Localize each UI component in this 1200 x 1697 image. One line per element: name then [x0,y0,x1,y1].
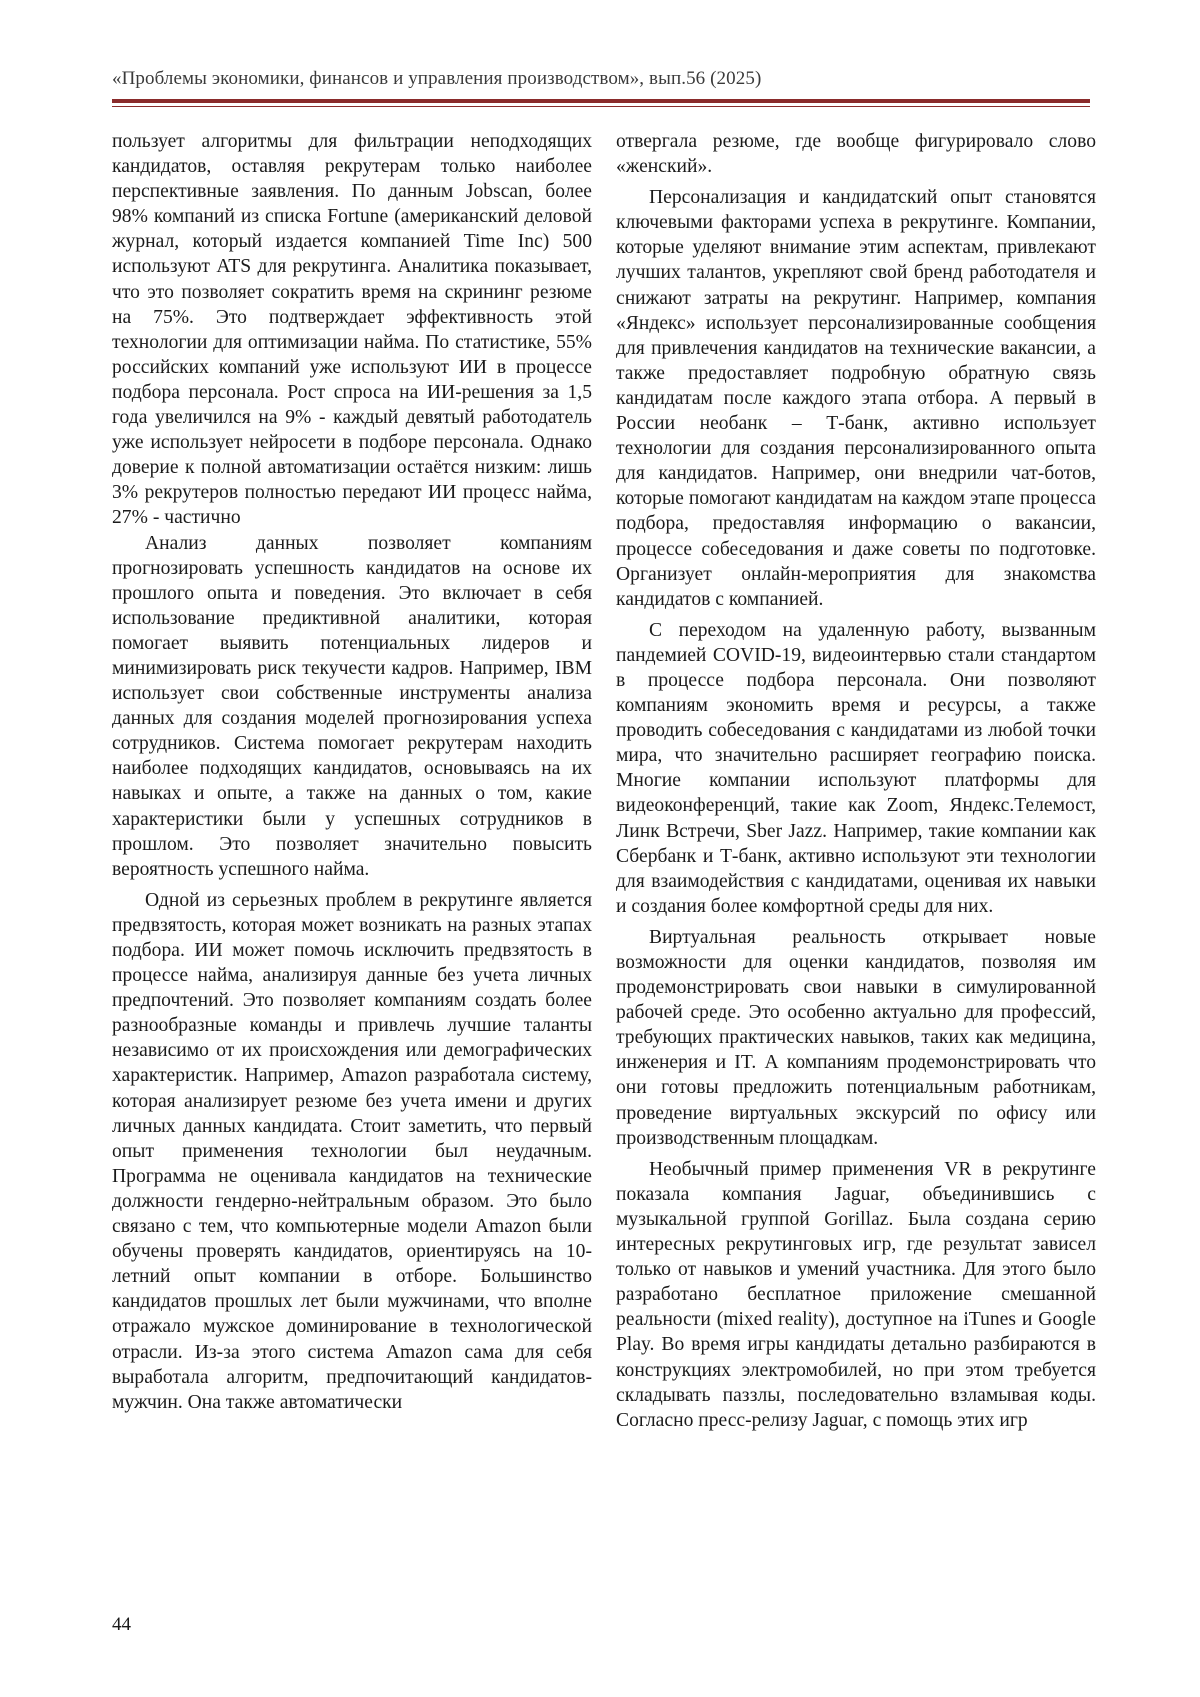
header-rule-thin [112,106,1090,107]
paragraph: Необычный пример применения VR в рекрутинге показала компания Jaguar, объединившись с музыкальной группой Gorillaz. Была создана серию интересных рекрутинговых игр, где результат зависел только от навыков и умений участника. Для этого было разработано бесплатное приложение смешанной реальности (mixed reality), доступное на iTunes и Google Play. Во время игры кандидаты детально разбираются в конструкциях электромобилей, но при этом требуется складывать паззлы, последовательно взламывая коды. Согласно пресс-релизу Jaguar, с помощь этих игр [616,1158,1096,1431]
running-header: «Проблемы экономики, финансов и управления производством», вып.56 (2025) [112,68,762,89]
paragraph: Виртуальная реальность открывает новые возможности для оценки кандидатов, позволяя им продемонстрировать свои навыки в симулированной рабочей среде. Это особенно актуально для профессий, требующих практических навыков, таких как медицина, инженерия и IT. А компаниям продемонстрировать что они готовы предложить потенциальным работникам, проведение виртуальных экскурсий по офису или производственным площадкам. [616,926,1096,1149]
paragraph: Одной из серьезных проблем в рекрутинге является предвзятость, которая может возникать на разных этапах подбора. ИИ может помочь исключить предвзятость в процессе найма, анализируя данные без учета личных предпочтений. Это позволяет компаниям создать более разнообразные команды и привлечь лучшие таланты независимо от их происхождения или демографических характеристик. Например, Amazon разработала систему, которая анализирует резюме без учета имени и других личных данных кандидата. Стоит заметить, что первый опыт применения технологии был неудачным. Программа не оценивала кандидатов на технические должности гендерно-нейтральным образом. Это было связано с тем, что компьютерные модели Amazon были обучены проверять кандидатов, ориентируясь на 10-летний опыт компании в отборе. Большинство кандидатов прошлых лет были мужчинами, что вполне отражало мужское доминирование в технологической отрасли. Из-за этого система Amazon сама для себя выработала алгоритм, предпочитающий кандидатов-мужчин. Она также автоматически [112,889,592,1413]
paragraph: Персонализация и кандидатский опыт становятся ключевыми факторами успеха в рекрутинге. Компании, которые уделяют внимание этим аспектам, привлекают лучших талантов, укрепляют свой бренд работодателя и снижают затраты на рекрутинг. Например, компания «Яндекс» использует персонализированные сообщения для привлечения кандидатов на технические вакансии, а также предоставляет подробную обратную связь кандидатам после каждого этапа отбора. А первый в России необанк – Т-банк, активно использует технологии для создания персонализированного опыта для кандидатов. Например, они внедрили чат-ботов, которые помогают кандидатам на каждом этапе процесса подбора, предоставляя информацию о вакансии, процессе собеседования и даже советы по подготовке. Организует онлайн-мероприятия для знакомства кандидатов с компанией. [616,187,1096,610]
right-column [616,129,1096,1433]
header-rule-thick [112,99,1090,103]
paragraph: пользует алгоритмы для фильтрации неподходящих кандидатов, оставляя рекрутерам только наиболее перспективные заявления. По данным Jobscan, более 98% компаний из списка Fortune (американский деловой журнал, который издается компанией Time Inc) 500 используют ATS для рекрутинга. Аналитика показывает, что это позволяет сократить время на скрининг резюме на 75%. Это подтверждает эффективность этой технологии для оптимизации найма. По статистике, 55% российских компаний уже используют ИИ в процессе подбора персонала. Рост спроса на ИИ-решения за 1,5 года увеличился на 9% - каждый девятый работодатель уже использует нейросети в подборе персонала. Однако доверие к полной автоматизации остаётся низким: лишь 3% рекрутеров полностью передают ИИ процесс найма, 27% - частично [112,131,592,529]
paragraph: С переходом на удаленную работу, вызванным пандемией COVID-19, видеоинтервью стали стандартом в процессе подбора персонала. Они позволяют компаниям экономить время и ресурсы, а также проводить собеседования с кандидатами из любой точки мира, что значительно расширяет географию поиска. Многие компании используют платформы для видеоконференций, такие как Zoom, Яндекс.Телемост, Линк Встречи, Sber Jazz. Например, такие компании как Сбербанк и Т-банк, активно используют эти технологии для взаимодействия с кандидатами, оценивая их навыки и создания более комфортной среды для них. [616,619,1096,917]
page-number: 44 [112,1614,131,1635]
left-column [112,129,592,1415]
paragraph: отвергала резюме, где вообще фигурировало слово «женский». [616,131,1096,178]
paragraph: Анализ данных позволяет компаниям прогнозировать успешность кандидатов на основе их прошлого опыта и поведения. Это включает в себя использование предиктивной аналитики, которая помогает выявить потенциальных лидеров и минимизировать риск текучести кадров. Например, IBM использует свои собственные инструменты анализа данных для создания моделей прогнозирования успеха сотрудников. Система помогает рекрутерам находить наиболее подходящих кандидатов, основываясь на их навыках и опыте, а также на данных о том, какие характеристики были у успешных сотрудников в прошлом. Это позволяет значительно повысить вероятность успешного найма. [112,532,592,880]
